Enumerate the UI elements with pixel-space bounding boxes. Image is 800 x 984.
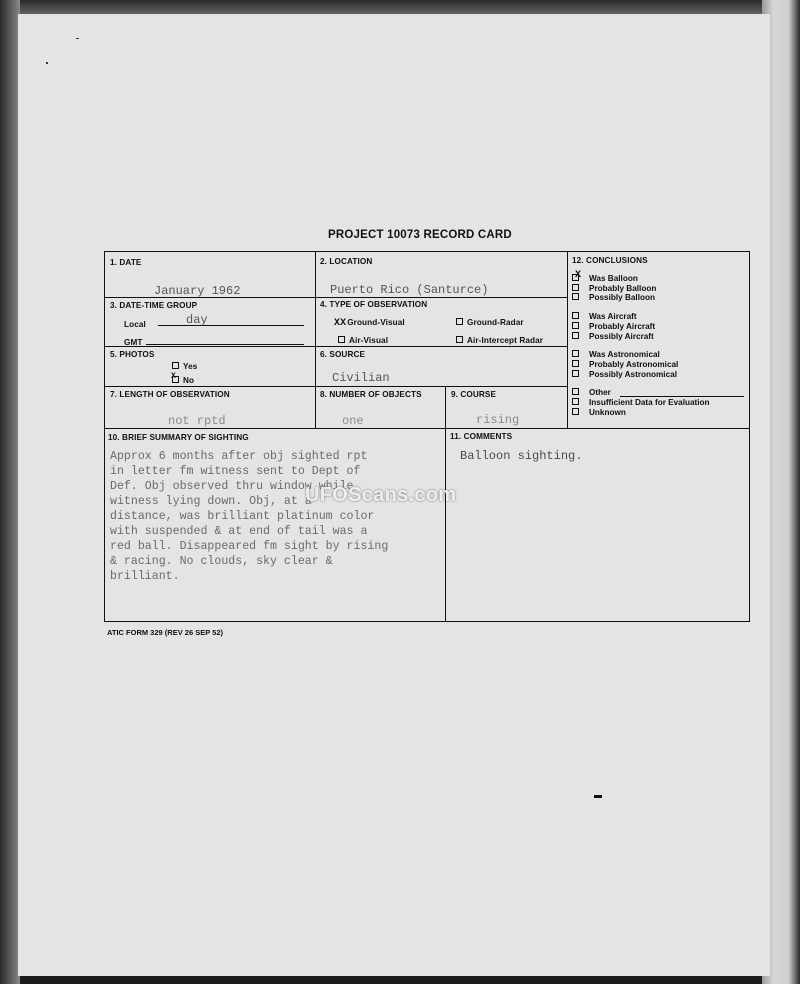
gmt-label: GMT bbox=[124, 338, 143, 347]
location-value: Puerto Rico (Santurce) bbox=[330, 283, 489, 297]
scan-speck bbox=[76, 38, 79, 39]
conclusion-text: Possibly Balloon bbox=[589, 293, 655, 302]
source-value: Civilian bbox=[332, 371, 390, 385]
comments-label: 11. COMMENTS bbox=[450, 432, 513, 441]
checkbox-icon bbox=[171, 372, 179, 383]
divider-line bbox=[104, 346, 568, 347]
conclusion-text: Was Aircraft bbox=[589, 312, 637, 321]
length-label: 7. LENGTH OF OBSERVATION bbox=[110, 390, 230, 399]
divider-line bbox=[315, 252, 316, 428]
card-title: PROJECT 10073 RECORD CARD bbox=[328, 229, 512, 241]
was-balloon-mark: X bbox=[575, 270, 582, 282]
conclusion-was-astronomical bbox=[572, 350, 660, 359]
conclusion-probably-balloon bbox=[572, 284, 656, 293]
local-time-underline bbox=[158, 325, 304, 326]
divider-line bbox=[445, 386, 446, 428]
checkbox-icon bbox=[572, 388, 579, 395]
conclusion-was-aircraft bbox=[572, 312, 637, 321]
divider-line bbox=[104, 428, 750, 429]
conclusion-text: Other bbox=[589, 388, 611, 397]
photos-no-mark: X bbox=[171, 372, 176, 382]
checkbox-icon bbox=[338, 336, 345, 343]
checkbox-icon bbox=[172, 362, 179, 369]
photos-no-text: No bbox=[183, 376, 195, 385]
watermark: UFOScans.com bbox=[305, 484, 457, 506]
divider-line bbox=[104, 386, 568, 387]
conclusion-text: Probably Balloon bbox=[589, 284, 657, 293]
ground-visual-mark: XX bbox=[334, 318, 347, 329]
conclusion-text: Unknown bbox=[589, 408, 626, 417]
conclusion-possibly-balloon bbox=[572, 293, 655, 302]
summary-text: Approx 6 months after obj sighted rpt in letter fm witness sent to Dept of Def. Obj observed thru window while witness lying down. Obj, at a distance, was brilliant platinum color with suspended & at end of tail was a red ball. Disappeared fm sight by rising & racing. No clouds, sky clear & brilliant. bbox=[110, 450, 389, 583]
photos-yes-option bbox=[172, 362, 197, 371]
comments-text: Balloon sighting. bbox=[460, 449, 583, 463]
air-visual-option bbox=[338, 336, 388, 345]
conclusion-text: Possibly Aircraft bbox=[589, 332, 654, 341]
checkbox-icon bbox=[572, 293, 579, 300]
ground-visual-text: Ground-Visual bbox=[347, 318, 405, 327]
checkbox-icon bbox=[456, 318, 463, 325]
checkbox-icon bbox=[572, 408, 579, 415]
checkbox-icon bbox=[572, 360, 579, 367]
conclusion-probably-astronomical bbox=[572, 360, 678, 369]
length-value: not rptd bbox=[168, 414, 226, 428]
conclusion-probably-aircraft bbox=[572, 322, 655, 331]
conclusion-insufficient-data bbox=[572, 398, 710, 407]
scan-border-left bbox=[0, 0, 20, 984]
scan-speck bbox=[46, 62, 48, 64]
course-value: rising bbox=[476, 413, 520, 427]
source-label: 6. SOURCE bbox=[320, 350, 366, 359]
conclusions-label: 12. CONCLUSIONS bbox=[572, 256, 648, 265]
local-time-value: day bbox=[186, 313, 208, 327]
checkbox-icon bbox=[572, 284, 579, 291]
checkbox-icon bbox=[572, 312, 579, 319]
photos-label: 5. PHOTOS bbox=[110, 350, 155, 359]
divider-line bbox=[567, 252, 568, 428]
date-label: 1. DATE bbox=[110, 258, 142, 267]
conclusion-text: Insufficient Data for Evaluation bbox=[589, 398, 710, 407]
photos-no-option bbox=[171, 372, 195, 385]
date-time-group-label: 3. DATE-TIME GROUP bbox=[110, 301, 198, 310]
checkbox-icon bbox=[572, 270, 582, 282]
conclusion-text: Probably Astronomical bbox=[589, 360, 679, 369]
conclusion-text: Was Astronomical bbox=[589, 350, 660, 359]
ground-radar-text: Ground-Radar bbox=[467, 318, 524, 327]
conclusion-text: Probably Aircraft bbox=[589, 322, 656, 331]
objects-label: 8. NUMBER OF OBJECTS bbox=[320, 390, 422, 399]
observation-type-label: 4. TYPE OF OBSERVATION bbox=[320, 300, 428, 309]
checkbox-icon bbox=[572, 398, 579, 405]
conclusion-other bbox=[572, 388, 611, 397]
checkbox-icon bbox=[572, 370, 579, 377]
conclusion-was-balloon bbox=[572, 270, 638, 283]
air-intercept-option bbox=[456, 336, 543, 345]
local-time-label: Local bbox=[124, 320, 146, 329]
photos-yes-text: Yes bbox=[183, 362, 198, 371]
other-underline bbox=[620, 396, 744, 397]
scan-speck bbox=[594, 795, 602, 798]
conclusion-text: Was Balloon bbox=[589, 274, 638, 283]
conclusion-possibly-aircraft bbox=[572, 332, 654, 341]
checkbox-icon bbox=[572, 332, 579, 339]
checkbox-icon bbox=[572, 350, 579, 357]
air-visual-text: Air-Visual bbox=[349, 336, 389, 345]
objects-value: one bbox=[342, 414, 364, 428]
form-footer: ATIC FORM 329 (REV 26 SEP 52) bbox=[107, 628, 224, 637]
date-value: January 1962 bbox=[154, 284, 241, 298]
ground-radar-option bbox=[456, 318, 524, 327]
air-intercept-text: Air-Intercept Radar bbox=[467, 336, 544, 345]
checkbox-icon bbox=[456, 336, 463, 343]
checkbox-icon bbox=[572, 322, 579, 329]
location-label: 2. LOCATION bbox=[320, 257, 373, 266]
ground-visual-option bbox=[334, 318, 405, 329]
conclusion-text: Possibly Astronomical bbox=[589, 370, 677, 379]
gmt-underline bbox=[146, 344, 304, 345]
conclusion-possibly-astronomical bbox=[572, 370, 677, 379]
conclusion-unknown bbox=[572, 408, 626, 417]
summary-label: 10. BRIEF SUMMARY OF SIGHTING bbox=[108, 433, 249, 442]
course-label: 9. COURSE bbox=[451, 390, 497, 399]
